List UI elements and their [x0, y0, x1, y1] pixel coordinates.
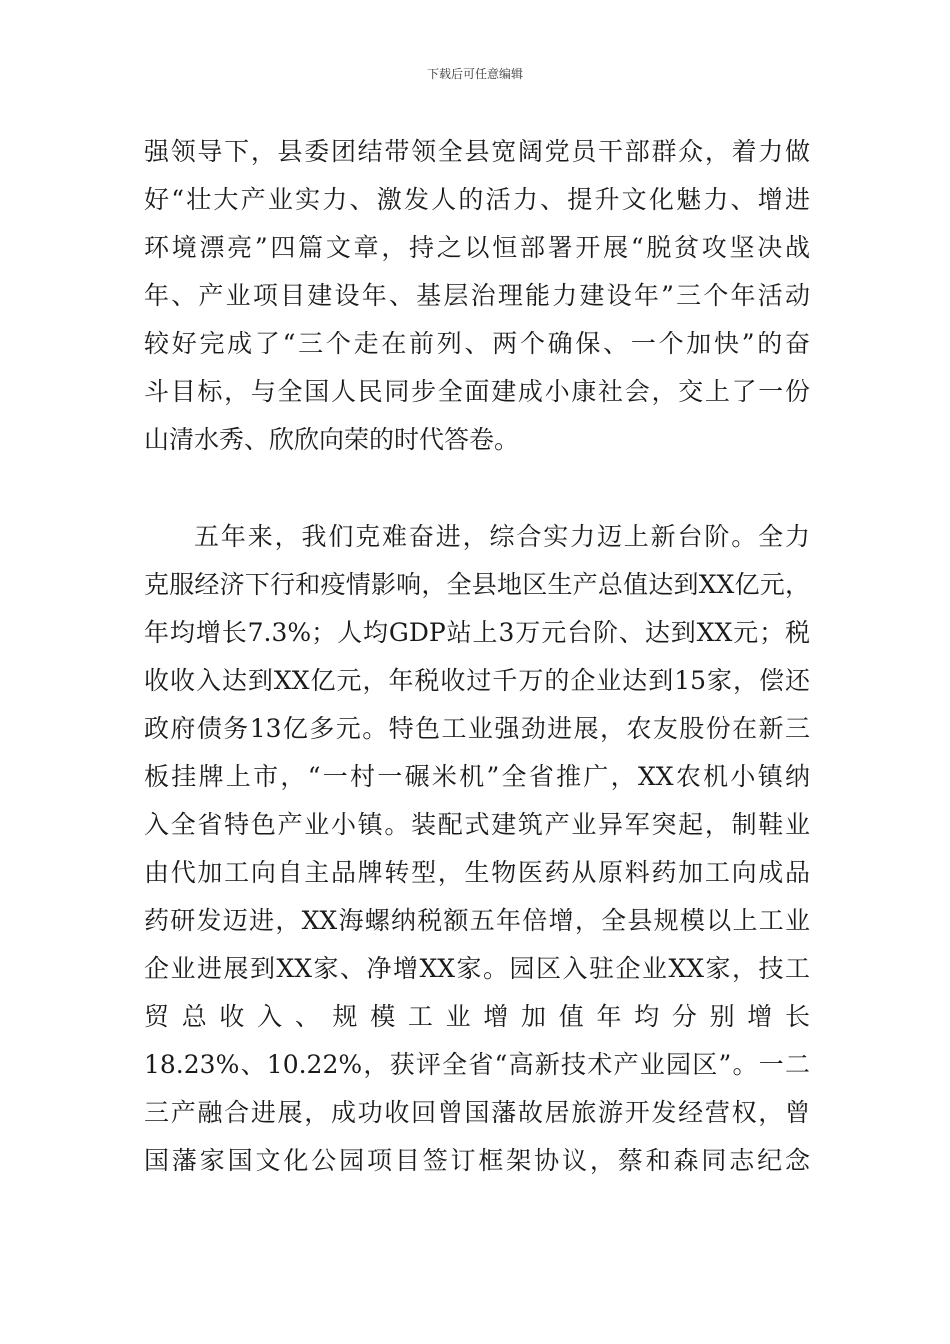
text-line: 五年来，我们克难奋进，综合实力迈上新台阶。全力	[194, 522, 810, 551]
text-line: 强领导下，县委团结带领全县宽阔党员干部群众，着力做	[144, 137, 810, 166]
text-line: 较好完成了“三个走在前列、两个确保、一个加快”的奋	[144, 329, 810, 358]
paragraph-spacer	[144, 464, 810, 513]
text-line: 三产融合进展，成功收回曾国藩故居旅游开发经营权，曾	[144, 1098, 810, 1127]
text-line: 好“壮大产业实力、激发人的活力、提升文化魅力、增进	[144, 185, 810, 214]
text-line: 年均增长7.3%；人均GDP站上3万元台阶、达到XX元；税	[144, 618, 810, 647]
text-line: 山清水秀、欣欣向荣的时代答卷。	[144, 425, 520, 454]
document-body	[144, 128, 810, 1185]
text-line: 环境漂亮”四篇文章，持之以恒部署开展“脱贫攻坚决战	[144, 233, 810, 262]
text-line: 由代加工向自主品牌转型，生物医药从原料药加工向成品	[144, 858, 810, 887]
text-line: 18.23%、10.22%，获评全省“高新技术产业园区”。一二	[144, 1050, 810, 1079]
paragraph-2	[144, 513, 810, 1185]
page-header: 下载后可任意编辑	[426, 67, 523, 81]
text-line: 国藩家国文化公园项目签订框架协议，蔡和森同志纪念	[144, 1146, 810, 1175]
text-line: 企业进展到XX家、净增XX家。园区入驻企业XX家，技工	[144, 954, 810, 983]
text-line: 板挂牌上市，“一村一碾米机”全省推广，XX农机小镇纳	[144, 762, 810, 791]
text-line: 贸总收入、规模工业增加值年均分别增长	[144, 1002, 810, 1031]
paragraph-1	[144, 128, 810, 464]
text-line: 收收入达到XX亿元，年税收过千万的企业达到15家，偿还	[144, 666, 810, 695]
text-line: 年、产业项目建设年、基层治理能力建设年”三个年活动	[144, 281, 810, 310]
text-line: 入全省特色产业小镇。装配式建筑产业异军突起，制鞋业	[144, 810, 810, 839]
text-line: 斗目标，与全国人民同步全面建成小康社会，交上了一份	[144, 377, 810, 406]
text-line: 克服经济下行和疫情影响，全县地区生产总值达到XX亿元，	[144, 570, 810, 599]
text-line: 药研发迈进，XX海螺纳税额五年倍增，全县规模以上工业	[144, 906, 810, 935]
text-line: 政府债务13亿多元。特色工业强劲进展，农友股份在新三	[144, 714, 810, 743]
